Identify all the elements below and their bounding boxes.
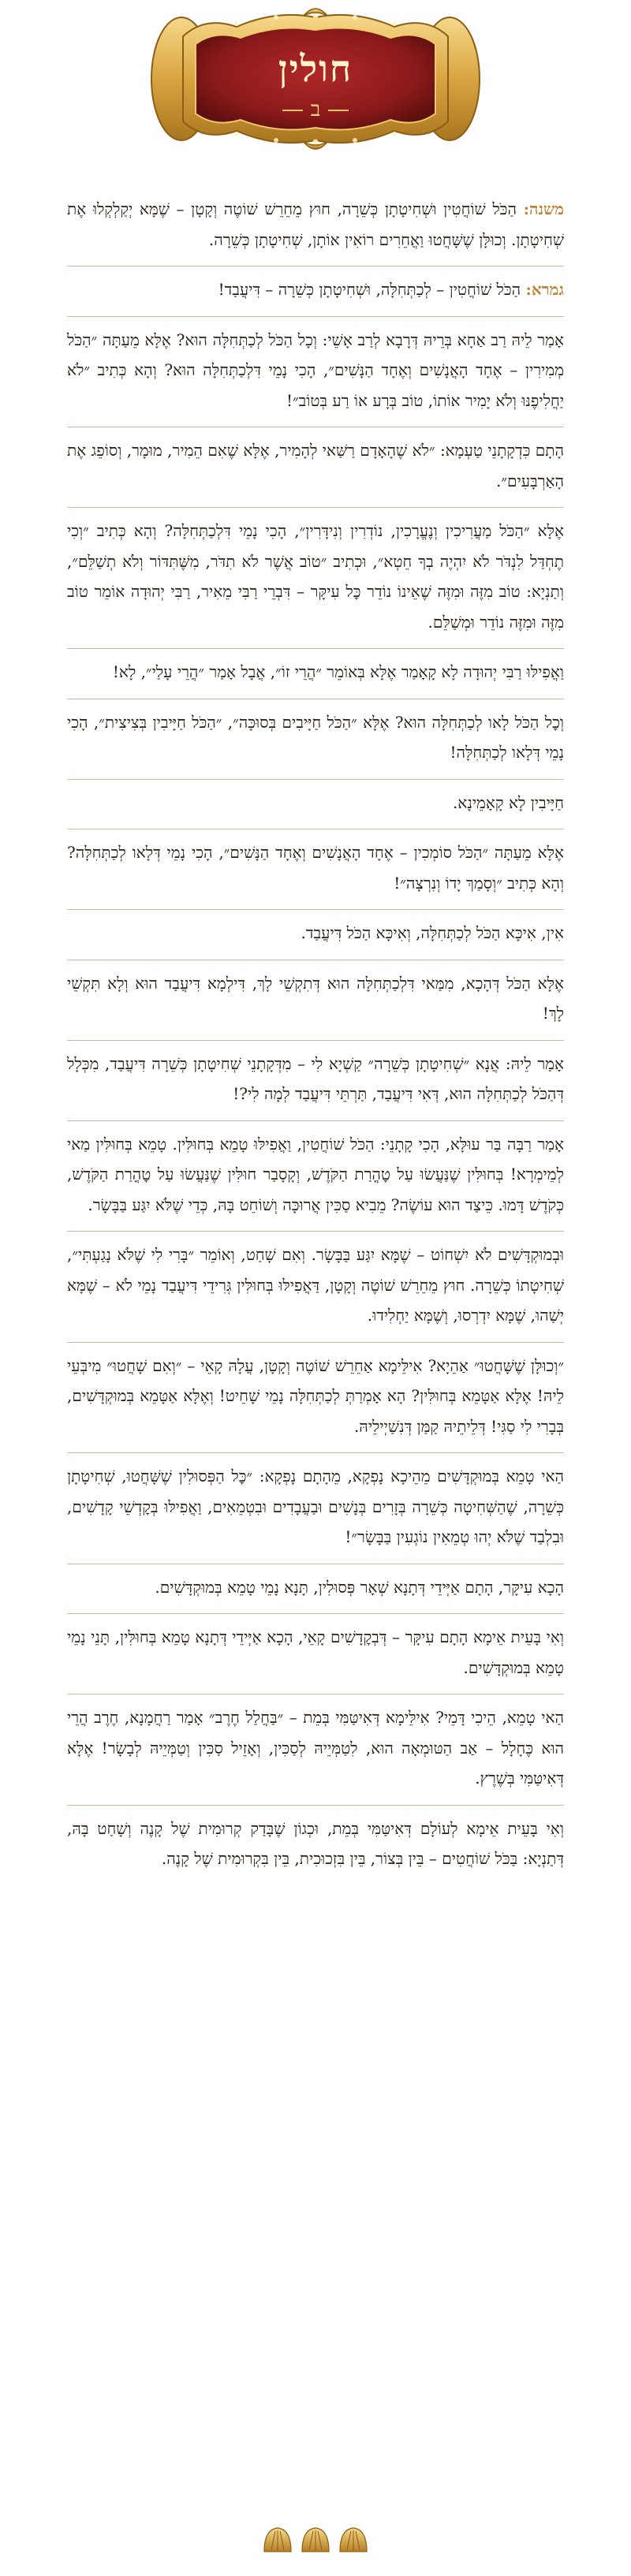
section-marker: גמרא: [525,280,564,299]
daf-number [0,98,631,121]
paragraph-text: חַיָּיבִין לָא קָאָמֵינָא. [452,792,564,812]
text-paragraph [67,427,564,508]
daf-dash-right [328,110,349,111]
paragraph-text: הַאי טָמֵא, הֵיכִי דָּמֵי? אִילֵּימָא דְּאִיטַּמִּי בְּמֵת – ״בַּחֲלַל חֶרֶב״ אָמַר רַחֲמָנָא, חֶרֶב הֲרֵי הוּא כֶּחָלָל – אַב הַטּוּמְאָה הוּא, לִטַמְּיֵיהּ לְסַכִּין, וְאָזֵיל סַכִּין וְטַמְּיֵיהּ לְבָשָׂר! אֶלָּא דְּאִיטַּמִּי בְּשֶׁרֶץ. [67,1708,564,1788]
text-paragraph [67,1121,564,1232]
paragraph-text: וַאֲפִילּוּ רַבִּי יְהוּדָה לָא קָאָמַר אֶלָּא בְּאוֹמֵר ״הֲרֵי זוֹ״, אֲבָל אָמַר ״הֲרֵי עָלַי״, לָא! [112,662,564,681]
paragraph-text: הַאי טָמֵא בְּמוּקְדָּשִׁים מֵהֵיכָא נָפְקָא, מֵהָתָם נָפְקָא: ״כׇּל הַפְּסוּלִין שֶׁשָּׁחֲטוּ, שְׁחִיטָתָן כְּשֵׁרָה, שֶׁהַשְּׁחִיטָה כְּשֵׁרָה בְּזָרִים בְּנָשִׁים וּבַעֲבָדִים וּבִטְמֵאִים, וַאֲפִילּוּ בְּקׇדְשֵׁי קָדָשִׁים, וּבִלְבַד שֶׁלֹּא יְהוּ טְמֵאִין נוֹגְעִין בַּבָּשָׂר״! [67,1467,564,1546]
paragraph-text: אֶלָּא ״הַכֹּל מַעֲרִיכִין וְנֶעֱרָכִין, נוֹדְרִין וְנִידָּרִין״, הָכִי נָמֵי דִּלְכַתְּחִלָּה? וְהָא כְּתִיב ״וְכִי תֶחְדַּל לִנְדֹּר לֹא יִהְיֶה בְךָ חֵטְא״, וּכְתִיב ״טוֹב אֲשֶׁר לֹא תִדֹּר, מִשֶּׁתִּדּוֹר וְלֹא תְשַׁלֵּם״, וְתַנְיָא: טוֹב מִזֶּה וּמִזֶּה שֶׁאֵינוֹ נוֹדֵר כׇּל עִיקָּר – דִּבְרֵי רַבִּי מֵאִיר, רַבִּי יְהוּדָה אוֹמֵר טוֹב מִזֶּה וּמִזֶּה נוֹדֵר וּמְשַׁלֵּם. [67,521,564,632]
paragraph-text: אָמַר לֵיהּ רַב אַחָא בְּרֵיהּ דְּרָבָא לְרַב אָשֵׁי: וְכָל הַכֹּל לְכַתְּחִלָּה הוּא? אֶלָּא מֵעַתָּה ״הַכֹּל מְמִירִין – אֶחָד הָאֲנָשִׁים וְאֶחָד הַנָּשִׁים״, הָכִי נָמֵי דִּלְכַתְּחִלָּה הוּא? וְהָא כְּתִיב ״לֹא יַחֲלִיפֶנּוּ וְלֹא יָמִיר אוֹתוֹ, טוֹב בְּרָע אוֹ רַע בְּטוֹב״! [67,330,564,410]
text-paragraph [67,1453,564,1564]
paragraph-text: אֶלָּא מֵעַתָּה ״הַכֹּל סוֹמְכִין – אֶחָד הָאֲנָשִׁים וְאֶחָד הַנָּשִׁים״, הָכִי נָמֵי דְּלָאו לְכַתְּחִלָּה? וְהָא כְּתִיב ״וְסָמַךְ יָדוֹ וְנִרְצָה״! [67,843,564,893]
paragraph-text: וְאִי בָּעֵית אֵימָא לְעוֹלָם דְּאִיטַּמִּי בְּמֵת, וּכְגוֹן שֶׁבָּדַק קְרוּמִית שֶׁל קָנֶה וְשָׁחַט בָּהּ, דְּתַנְיָא: בַּכֹּל שׁוֹחֲטִים – בֵּין בְּצוֹר, בֵּין בִּזְכוּכִית, בֵּין בִּקְרוּמִית שֶׁל קָנֶה. [67,1818,564,1868]
text-paragraph [67,508,564,649]
daf-dash-left [282,110,303,111]
footer-ornament [0,2523,631,2558]
paragraph-text: הַכֹּל שׁוֹחֲטִין וּשְׁחִיטָתָן כְּשֵׁרָה, חוּץ מֵחֵרֵשׁ שׁוֹטֶה וְקָטָן – שֶׁמָּא יְקַלְקְלוּ אֶת שְׁחִיטָתָן. וְכוּלָּן שֶׁשָּׁחֲטוּ וַאֲחֵרִים רוֹאִין אוֹתָן, שְׁחִיטָתָן כְּשֵׁרָה. [67,199,564,249]
section-marker: משנה: [523,199,564,218]
paragraph-text: אָמַר לֵיהּ: אֲנָא ״שְׁחִיטָתָן כְּשֵׁרָה״ קַשְׁיָא לִי – מִדְּקָתָנֵי שְׁחִיטָתָן כְּשֵׁרָה דִּיעֲבַד, מִכְּלָל דְּהַכֹּל לְכַתְּחִלָּה הוּא, דְּאִי דִּיעֲבַד, תַּרְתֵּי דִּיעֲבַד לְמָה לִי?! [67,1053,564,1103]
paragraph-text: וְכׇל הַכֹּל לָאו לְכַתְּחִלָּה הוּא? אֶלָּא ״הַכֹּל חַיָּיבִים בְּסוּכָּה״, ״הַכֹּל חַיָּיבִין בְּצִיצִית״, הָכִי נָמֵי דְּלָאו לְכַתְּחִלָּה! [67,712,564,762]
text-paragraph [67,267,564,317]
text-paragraph [67,186,564,267]
text-paragraph [67,780,564,830]
text-paragraph [67,699,564,780]
text-paragraph [67,1343,564,1454]
text-paragraph [67,317,564,428]
text-paragraph [67,649,564,699]
tractate-title: חולין [278,47,353,90]
text-paragraph [67,1614,564,1694]
text-paragraph [67,910,564,960]
text-paragraph [67,829,564,910]
paragraph-text: הַכֹּל שׁוֹחֲטִין – לְכַתְּחִלָּה, וּשְׁחִיטָתָן כְּשֵׁרָה – דִּיעֲבַד! [218,280,521,299]
text-paragraph [67,1694,564,1806]
header-banner [0,0,631,158]
text-paragraph [67,1232,564,1343]
shell-ornament-icon [256,2523,375,2558]
text-paragraph [67,1041,564,1121]
paragraph-text: הָכָא עִיקָּר, הָתָם אַיְּידֵי דְּתָנָא שְׁאָר פְּסוּלִין, תָּנָא נָמֵי טָמֵא בְּמוּקְדָּשִׁים. [155,1577,564,1597]
paragraph-text: ״וְכוּלָּן שֶׁשָּׁחֲטוּ״ אַהֵיָא? אִילֵּימָא אַחֵרֵשׁ שׁוֹטֶה וְקָטָן, עֲלָהּ קָאֵי – ״וְאִם שָׁחֲטוּ״ מִיבְּעֵי לֵיהּ! אֶלָּא אַטָּמֵא בְּחוּלִּין? הָא אָמְרַתְּ לְכַתְּחִלָּה נָמֵי שָׁחֵיט! וְאֶלָּא אַטָּמֵא בְּמוּקְדָּשִׁים, בְּבָרִי לִי סַגִּי! דְּלֵיתֵיהּ קַמַּן דְּנִשַׁיְילֵיהּ. [67,1355,565,1436]
paragraph-text: אֶלָּא הַכֹּל דְּהָכָא, מִמַּאי דִּלְכַתְּחִלָּה הוּא דְּתִקְשֵׁי לָךְ, דִּילְמָא דִּיעֲבַד הוּא וְלָא תִּקְשֵׁי לָךְ! [67,973,564,1023]
paragraph-text: וּבְמוּקְדָּשִׁים לֹא יִשְׁחוֹט – שֶׁמָּא יִגַּע בַּבָּשָׂר. וְאִם שָׁחַט, וְאוֹמֵר ״בָּרִי לִי שֶׁלֹּא נָגַעְתִּי״, שְׁחִיטָתוֹ כְּשֵׁרָה. חוּץ מֵחֵרֵשׁ שׁוֹטֶה וְקָטָן, דַּאֲפִילּוּ בְּחוּלִּין גְּרִידֵי דִּיעֲבַד נָמֵי לֹא – שֶׁמָּא יְשַׁהוּ, שֶׁמָּא יִדְרְסוּ, וְשֶׁמָּא יַחְלִידוּ. [67,1245,564,1325]
paragraph-text: וְאִי בָּעֵית אֵימָא הָתָם עִיקָּר – דְּבְקׇדָשִׁים קָאֵי, הָכָא אַיְּידֵי דְּתָנָא טָמֵא בְּחוּלִּין, תָּנֵי נָמֵי טָמֵא בְּמוּקְדָּשִׁים. [67,1627,564,1677]
paragraph-text: אָמַר רַבָּה בַּר עוּלָּא, הָכִי קָתָנֵי: הַכֹּל שׁוֹחֲטִין, וַאֲפִילּוּ טָמֵא בְּחוּלִּין. טָמֵא בְּחוּלִּין מַאי לְמֵימְרָא! בְּחוּלִּין שֶׁנַּעֲשׂוּ עַל טׇהֳרַת הַקֹּדֶשׁ, וְקָסָבַר חוּלִּין שֶׁנַּעֲשׂוּ עַל טׇהֳרַת הַקֹּדֶשׁ, כְּקֹדֶשׁ דָּמוּ. כֵּיצַד הוּא עוֹשֶׂה? מֵבִיא סַכִּין אֲרוּכָּה וְשׁוֹחֵט בָּהּ, כְּדֵי שֶׁלֹּא יִגַּע בַּבָּשָׂר. [67,1134,564,1214]
text-body [67,186,564,1885]
paragraph-text: הָתָם כִּדְקָתָנֵי טַעְמָא: ״לֹא שֶׁהָאָדָם רַשַּׁאי לְהָמִיר, אֶלָּא שֶׁאִם הֵמִיר, מוּמָר, וְסוֹפֵג אֶת הָאַרְבָּעִים״. [67,441,564,490]
text-paragraph [67,1806,564,1885]
daf-label: ב [310,98,321,121]
paragraph-text: אִין, אִיכָּא הַכֹּל לְכַתְּחִלָּה, וְאִיכָּא הַכֹּל דִּיעֲבַד. [301,923,564,942]
text-paragraph [67,960,564,1041]
text-paragraph [67,1564,564,1615]
